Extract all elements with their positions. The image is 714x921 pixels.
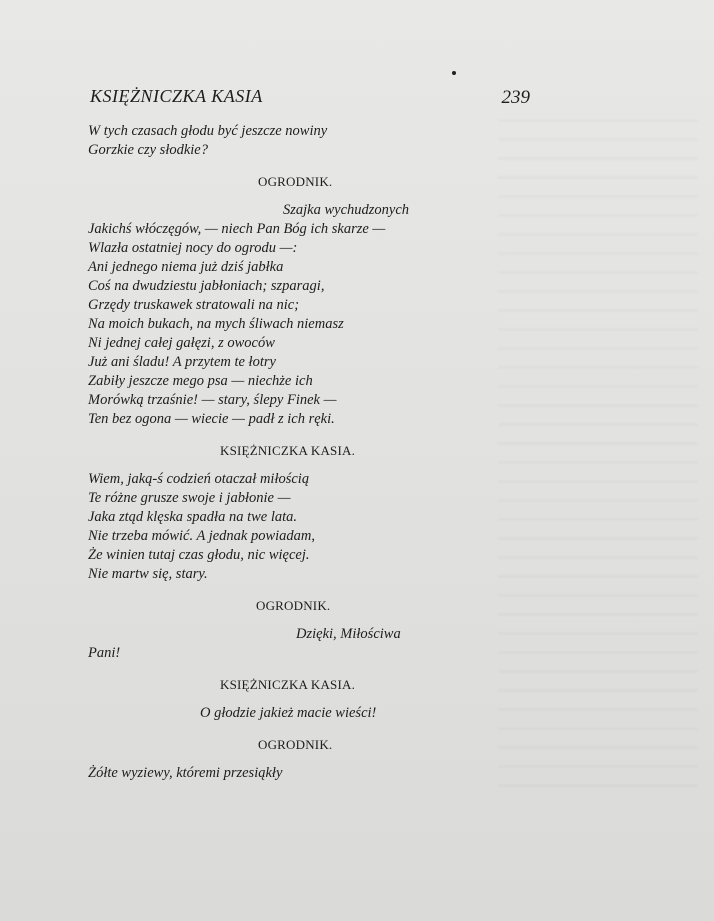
verse-line: Już ani śladu! A przytem te łotry xyxy=(88,354,276,370)
verse-line: Grzędy truskawek stratowali na nic; xyxy=(88,297,300,313)
verse-line: Na moich bukach, na mych śliwach niemasz xyxy=(88,316,344,332)
verse-line: O głodzie jakież macie wieści! xyxy=(200,705,377,721)
speaker-label: OGRODNIK. xyxy=(258,174,333,189)
verse-line: Ni jednej całej gałęzi, z owoców xyxy=(88,335,275,351)
verse-line: Jaka ztąd klęska spadła na twe lata. xyxy=(88,509,298,525)
dialogue-text xyxy=(88,122,468,783)
verse-line: Nie martw się, stary. xyxy=(88,566,208,582)
verse-line: Nie trzeba mówić. A jednak powiadam, xyxy=(88,528,316,544)
speaker-label: KSIĘŻNICZKA KASIA. xyxy=(220,677,356,692)
running-head: KSIĘŻNICZKA KASIA xyxy=(90,86,263,106)
speaker-label: OGRODNIK. xyxy=(256,598,331,613)
show-through-text xyxy=(498,120,698,790)
verse-line: Coś na dwudziestu jabłoniach; szparagi, xyxy=(88,278,325,294)
verse-line: Pani! xyxy=(88,645,121,661)
speaker-label: KSIĘŻNICZKA KASIA. xyxy=(220,443,356,458)
verse-line: W tych czasach głodu być jeszcze nowiny xyxy=(88,123,328,139)
verse-line: Gorzkie czy słodkie? xyxy=(88,142,208,158)
verse-line: Dzięki, Miłościwa xyxy=(296,626,401,642)
page-number: 239 xyxy=(501,87,530,108)
verse-line: Zabiły jeszcze mego psa — niechże ich xyxy=(88,373,313,389)
verse-line: Jakichś włóczęgów, — niech Pan Bóg ich skarze — xyxy=(88,221,386,237)
page-header xyxy=(90,86,530,110)
speaker-label: OGRODNIK. xyxy=(258,737,333,752)
verse-line: Wlazła ostatniej nocy do ogrodu —: xyxy=(88,240,298,256)
verse-line: Morówką trzaśnie! — stary, ślepy Finek — xyxy=(88,392,337,408)
verse-line: Że winien tutaj czas głodu, nic więcej. xyxy=(88,547,310,563)
verse-line: Żółte wyziewy, któremi przesiąkły xyxy=(88,765,283,781)
verse-line: Ani jednego niema już dziś jabłka xyxy=(88,259,284,275)
ink-speck xyxy=(452,71,456,75)
verse-line: Szajka wychudzonych xyxy=(283,202,410,218)
verse-line: Ten bez ogona — wiecie — padł z ich ręki. xyxy=(88,411,335,427)
verse-line: Wiem, jaką-ś codzień otaczał miłością xyxy=(88,471,310,487)
verse-line: Te różne grusze swoje i jabłonie — xyxy=(88,490,291,506)
